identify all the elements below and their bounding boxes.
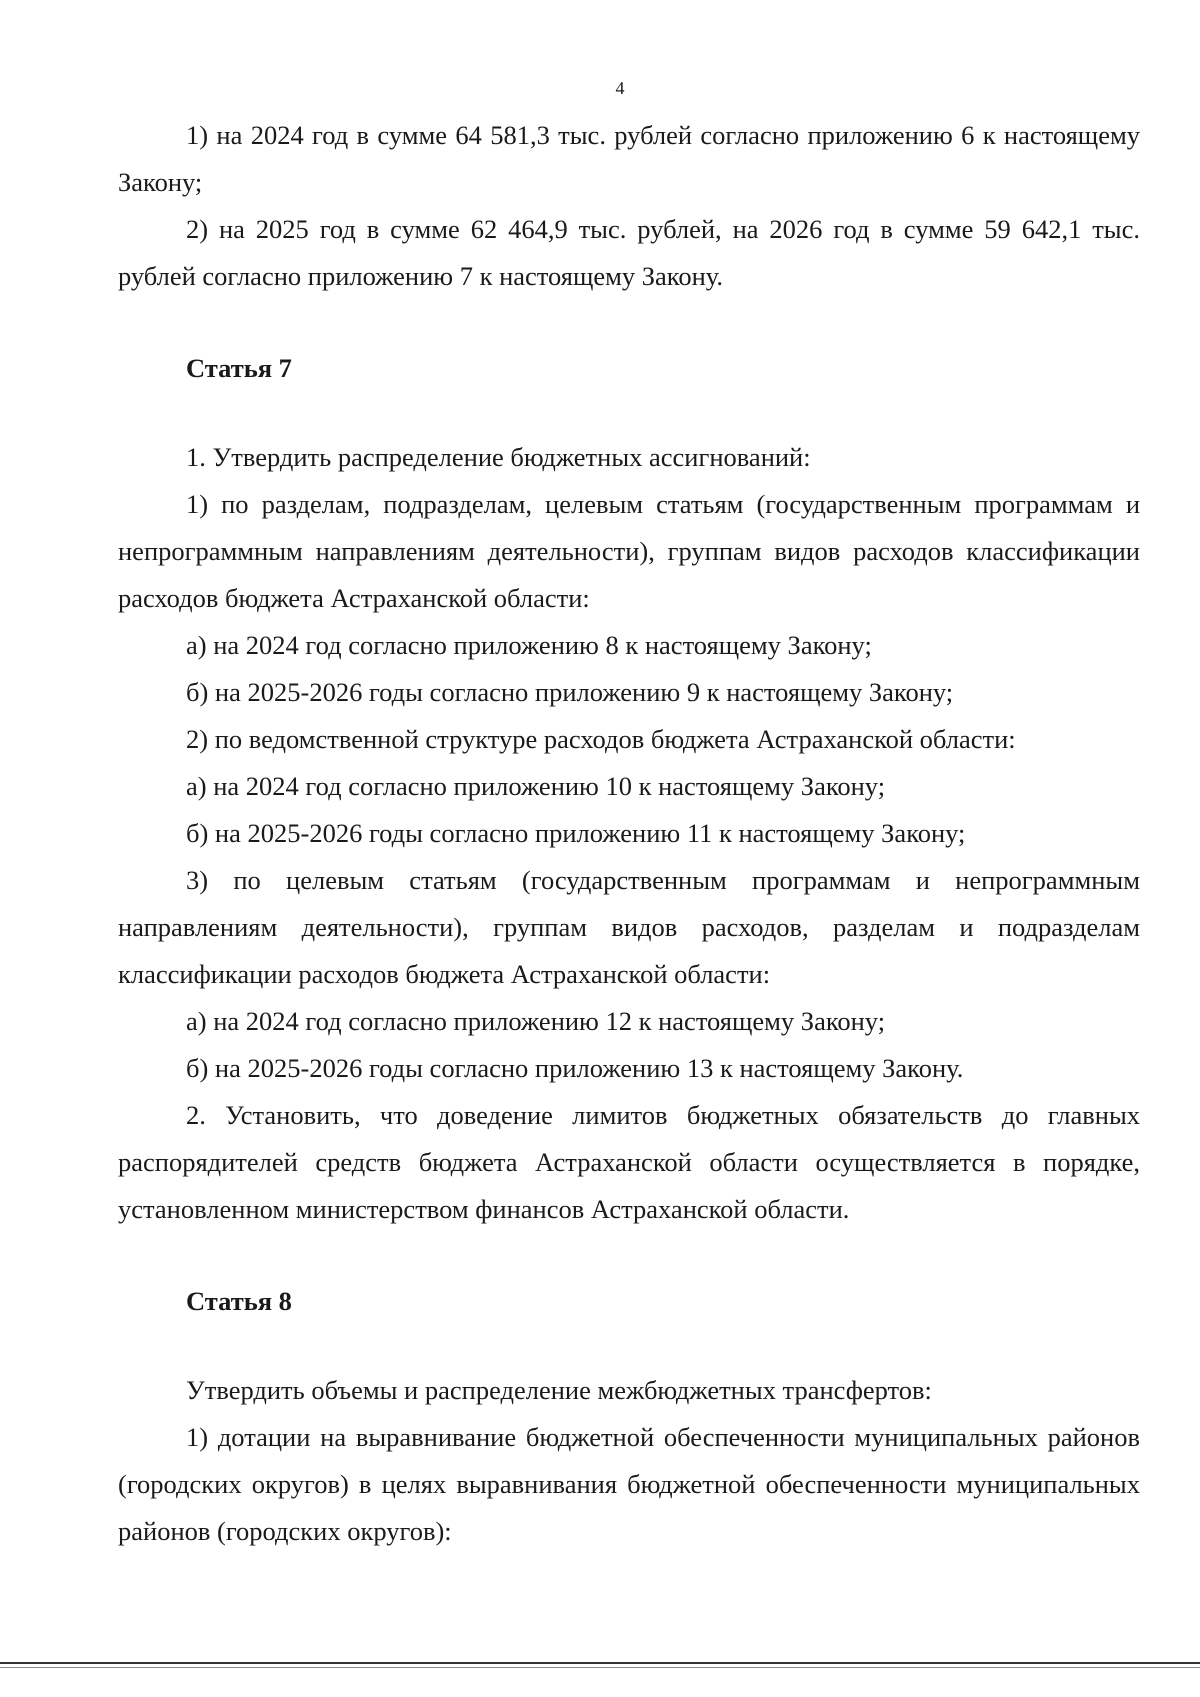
paragraph: 2) на 2025 год в сумме 62 464,9 тыс. рублей, на 2026 год в сумме 59 642,1 тыс. рублей согласно приложению 7 к настоящему Закону. (118, 214, 1140, 291)
paragraph: 1) по разделам, подразделам, целевым статьям (государственным программам и непрограммным направлениям деятельности), группам видов расходов классификации расходов бюджета Астраханской области: (118, 489, 1140, 613)
paragraph: 1) дотации на выравнивание бюджетной обеспеченности муниципальных районов (городских округов) в целях выравнивания бюджетной обеспеченности муниципальных районов (городских округов): (118, 1422, 1140, 1546)
paragraph: 2) по ведомственной структуре расходов бюджета Астраханской области: (186, 724, 1016, 754)
paragraph: б) на 2025-2026 годы согласно приложению 9 к настоящему Закону; (186, 677, 954, 707)
paragraph: Утвердить объемы и распределение межбюджетных трансфертов: (186, 1375, 932, 1405)
article-heading: Статья 8 (186, 1286, 292, 1316)
paragraph: а) на 2024 год согласно приложению 10 к настоящему Закону; (186, 771, 886, 801)
article-heading: Статья 7 (186, 353, 292, 383)
paragraph: 2. Установить, что доведение лимитов бюджетных обязательств до главных распорядителей средств бюджета Астраханской области осуществляется в порядке, установленном министерством финансов Астраханской области. (118, 1100, 1140, 1224)
paragraph: 1) на 2024 год в сумме 64 581,3 тыс. рублей согласно приложению 6 к настоящему Закону; (118, 120, 1140, 197)
paragraph: б) на 2025-2026 годы согласно приложению 13 к настоящему Закону. (186, 1053, 964, 1083)
paragraph: б) на 2025-2026 годы согласно приложению 11 к настоящему Закону; (186, 818, 966, 848)
paragraph: а) на 2024 год согласно приложению 8 к настоящему Закону; (186, 630, 872, 660)
bottom-border-line-thin (0, 1667, 1200, 1668)
bottom-border-line (0, 1662, 1200, 1664)
paragraph: а) на 2024 год согласно приложению 12 к настоящему Закону; (186, 1006, 886, 1036)
document-body (118, 112, 1140, 1555)
paragraph: 3) по целевым статьям (государственным программам и непрограммным направлениям деятельности), группам видов расходов, разделам и подразделам классификации расходов бюджета Астраханской области: (118, 865, 1140, 989)
page-number: 4 (615, 78, 625, 98)
paragraph: 1. Утвердить распределение бюджетных ассигнований: (186, 442, 811, 472)
